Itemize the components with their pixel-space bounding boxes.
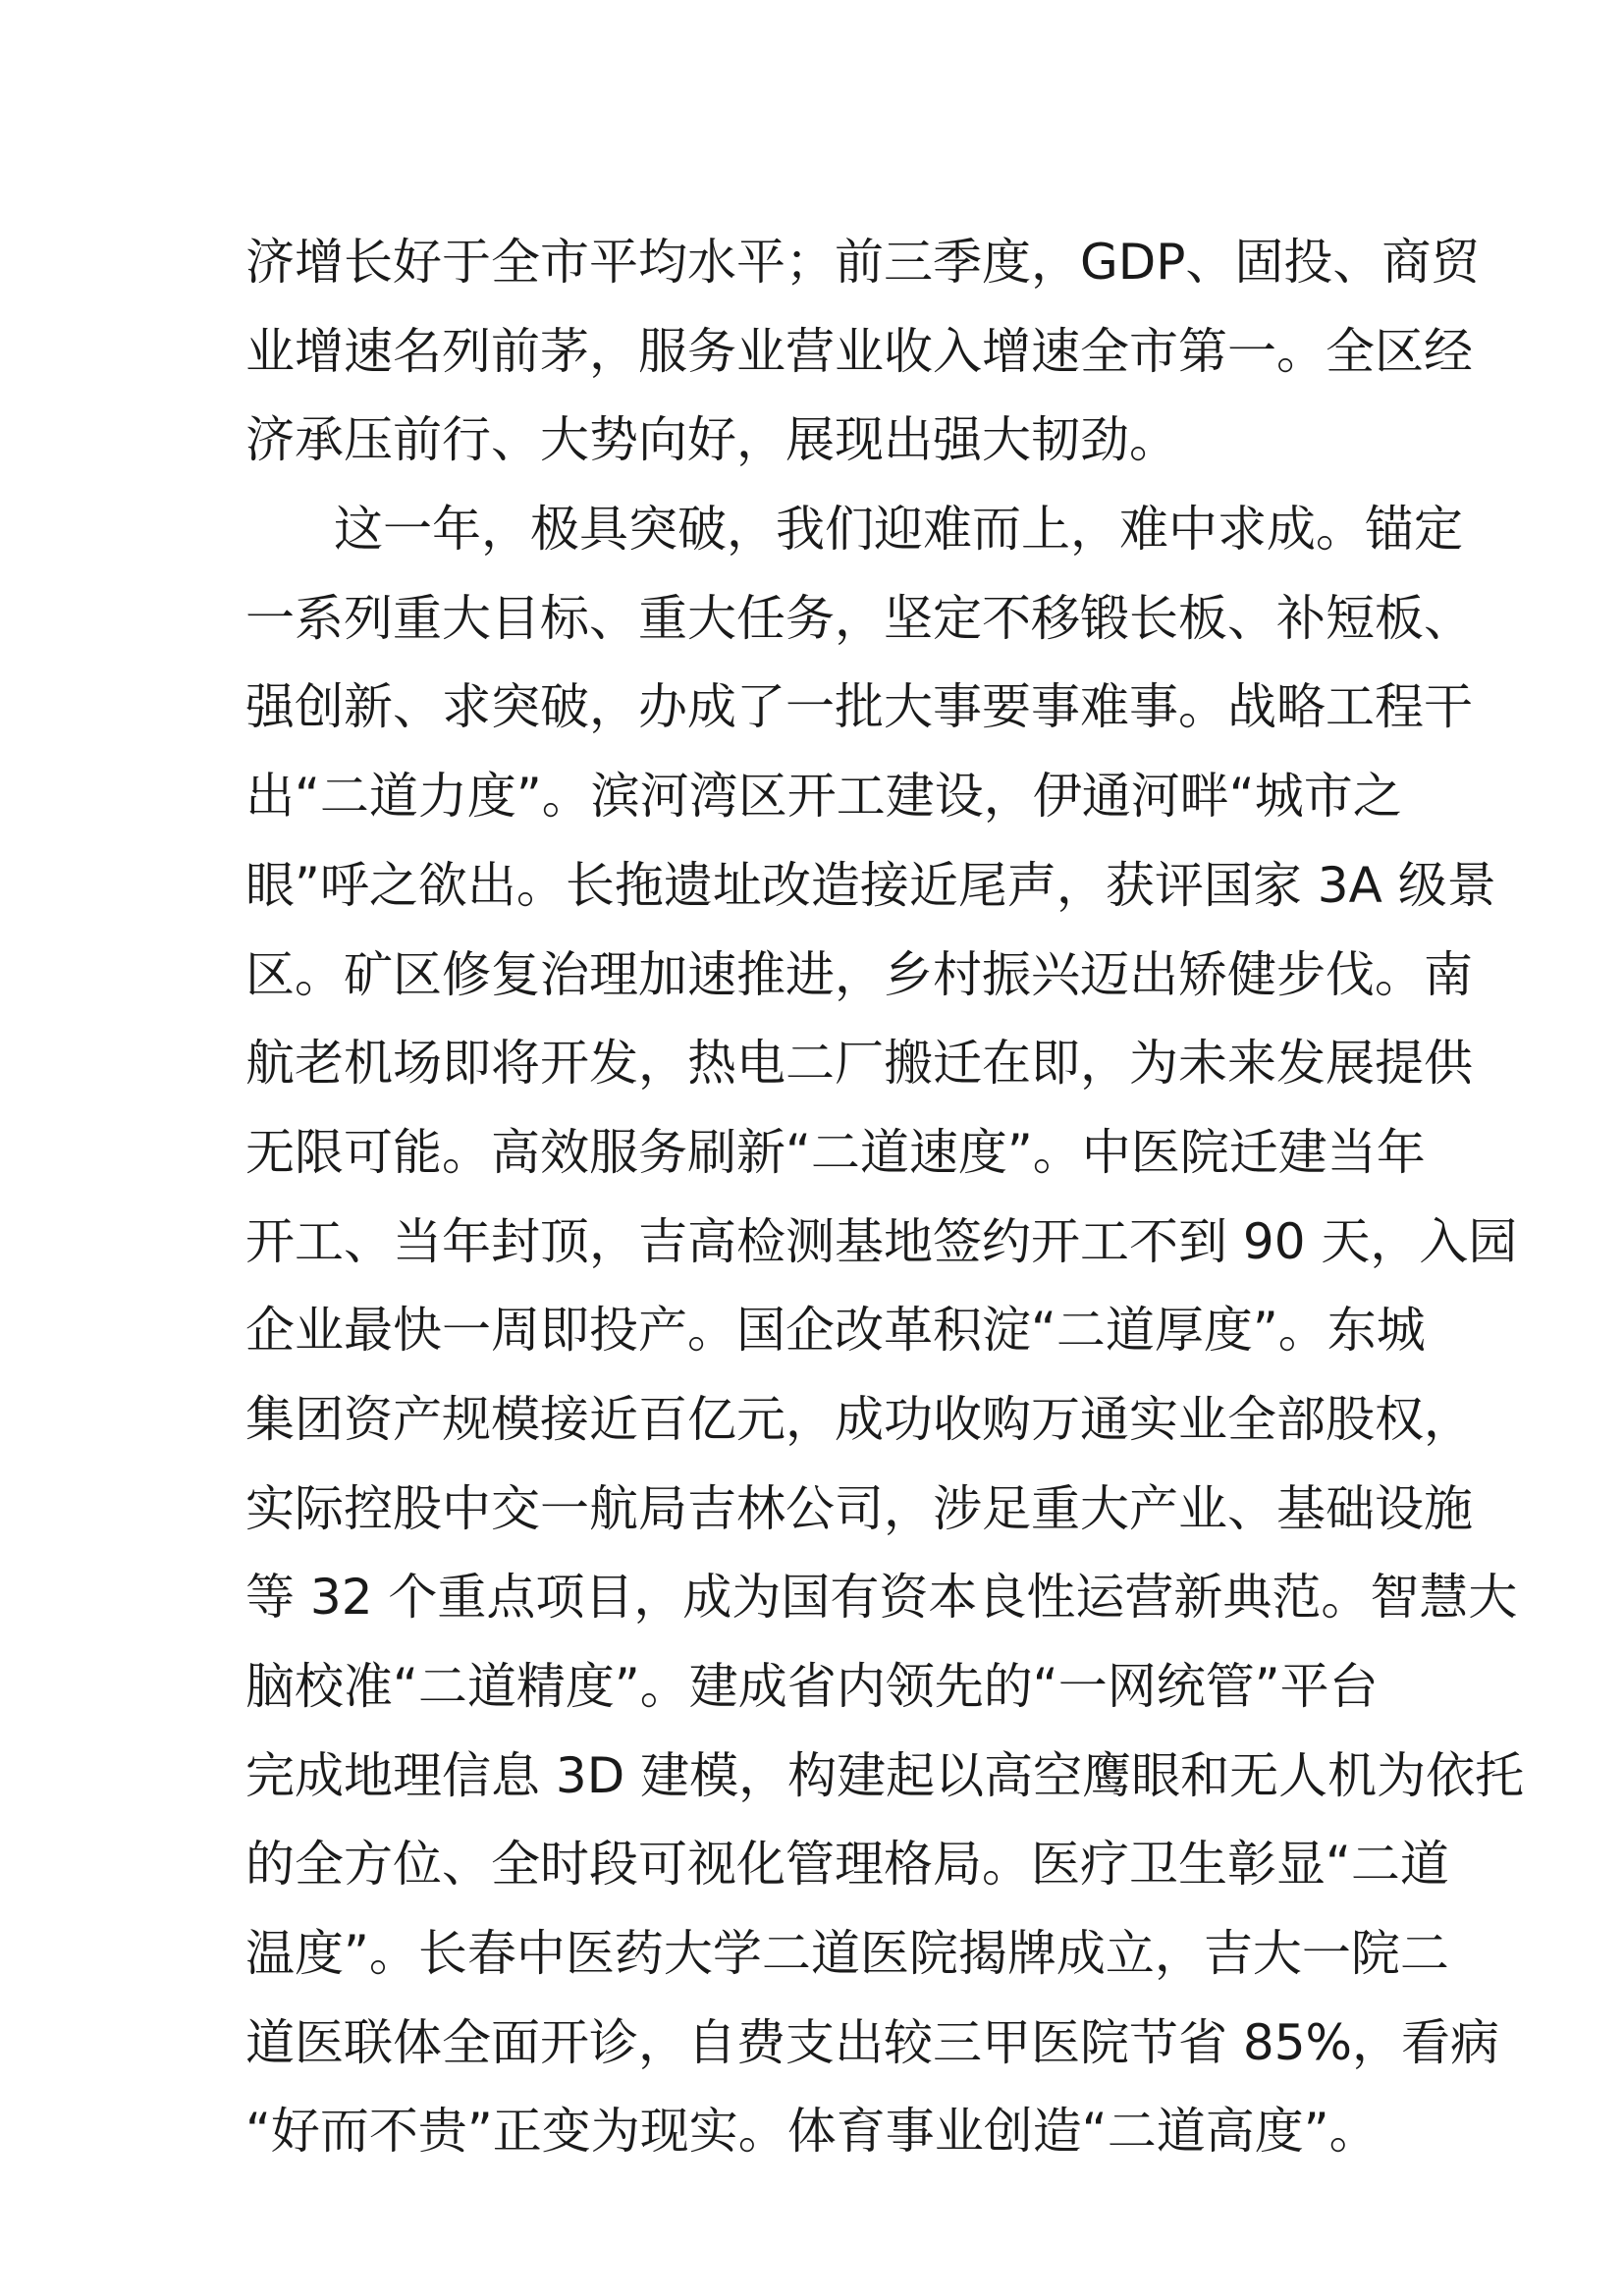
text-line: 温度”。长春中医药大学二道医院揭牌成立，吉大一院二: [245, 1925, 1449, 1983]
text-line: 无限可能。高效服务刷新“二道速度”。中医院迁建当年: [245, 1123, 1426, 1181]
text-line: 一系列重大目标、重大任务，坚定不移锻长板、补短板、: [245, 589, 1473, 647]
paragraph-first-line: 这一年，极具突破，我们迎难而上，难中求成。锚定: [334, 501, 1463, 559]
text-line: 业增速名列前茅，服务业营业收入增速全市第一。全区经: [245, 322, 1473, 380]
text-line: “好而不贵”正变为现实。体育事业创造“二道高度”。: [245, 2103, 1379, 2161]
text-line: 区。矿区修复治理加速推进，乡村振兴迈出矫健步伐。南: [245, 945, 1473, 1003]
text-line: 眼”呼之欲出。长拖遗址改造接近尾声，获评国家 3A 级景: [245, 856, 1496, 914]
text-line: 完成地理信息 3D 建模，构建起以高空鹰眼和无人机为依托: [245, 1746, 1525, 1804]
text-line: 道医联体全面开诊，自费支出较三甲医院节省 85%，看病: [245, 2013, 1500, 2071]
text-line: 脑校准“二道精度”。建成省内领先的“一网统管”平台: [245, 1658, 1379, 1715]
text-line: 强创新、求突破，办成了一批大事要事难事。战略工程干: [245, 678, 1473, 736]
text-line: 集团资产规模接近百亿元，成功收购万通实业全部股权，: [245, 1390, 1473, 1448]
text-line: 开工、当年封顶，吉高检测基地签约开工不到 90 天，入园: [245, 1212, 1518, 1270]
text-line: 实际控股中交一航局吉林公司，涉足重大产业、基础设施: [245, 1479, 1473, 1537]
text-line: 航老机场即将开发，热电二厂搬迁在即，为未来发展提供: [245, 1035, 1473, 1093]
text-line: 出“二道力度”。滨河湾区开工建设，伊通河畔“城市之: [245, 768, 1402, 826]
text-line: 济承压前行、大势向好，展现出强大韧劲。: [245, 411, 1178, 469]
body-text: [245, 218, 1525, 2176]
text-line: 济增长好于全市平均水平；前三季度，GDP、固投、商贸: [245, 234, 1481, 291]
text-line: 等 32 个重点项目，成为国有资本良性运营新典范。智慧大: [245, 1569, 1518, 1627]
text-line: 的全方位、全时段可视化管理格局。医疗卫生彰显“二道: [245, 1836, 1449, 1894]
text-line: 企业最快一周即投产。国企改革积淀“二道厚度”。东城: [245, 1302, 1426, 1360]
